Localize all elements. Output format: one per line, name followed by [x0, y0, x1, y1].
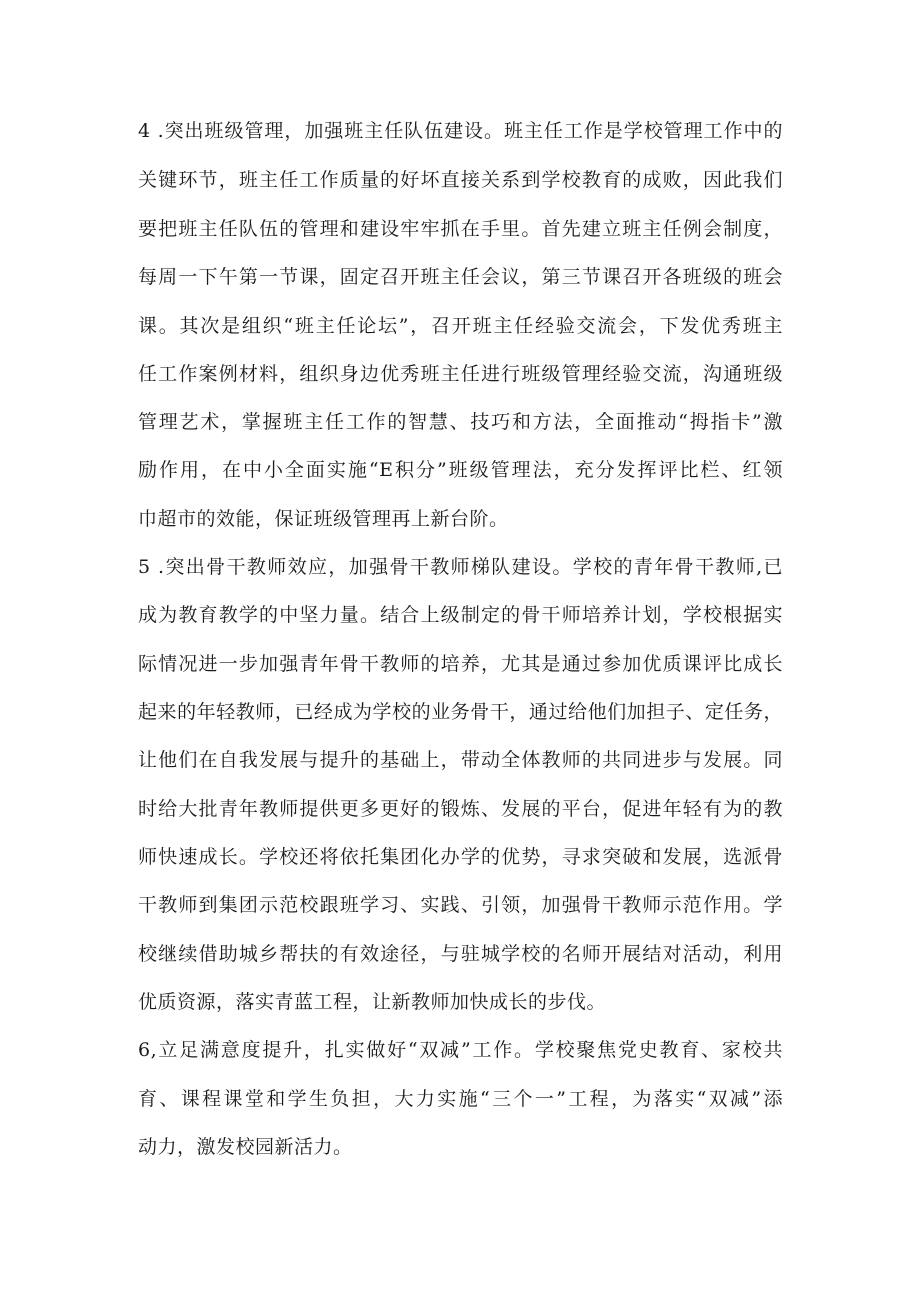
text-line: 课。其次是组织“班主任论坛”，召开班主任经验交流会，下发优秀班主: [138, 315, 783, 337]
text-line: 5 .突出骨干教师效应，加强骨干教师梯队建设。学校的青年骨干教师,已: [138, 556, 783, 578]
text-line: 要把班主任队伍的管理和建设牢牢抓在手里。首先建立班主任例会制度，: [138, 218, 783, 240]
text-line: 巾超市的效能，保证班级管理再上新台阶。: [138, 508, 509, 530]
text-line: 让他们在自我发展与提升的基础上，带动全体教师的共同进步与发展。同: [138, 749, 783, 771]
text-line: 起来的年轻教师，已经成为学校的业务骨干，通过给他们加担子、定任务，: [138, 701, 783, 723]
text-line: 干教师到集团示范校跟班学习、实践、引领，加强骨干教师示范作用。学: [138, 894, 783, 916]
text-line: 时给大批青年教师提供更多更好的锻炼、发展的平台，促进年轻有为的教: [138, 798, 783, 820]
text-line: 优质资源，落实青蓝工程，让新教师加快成长的步伐。: [138, 991, 607, 1013]
text-line: 4 .突出班级管理，加强班主任队伍建设。班主任工作是学校管理工作中的: [138, 120, 783, 142]
text-line: 励作用，在中小全面实施“E积分”班级管理法，充分发挥评比栏、红领: [138, 459, 783, 481]
text-line: 动力，激发校园新活力。: [138, 1136, 353, 1158]
text-line: 管理艺术，掌握班主任工作的智慧、技巧和方法，全面推动“拇指卡”激: [138, 411, 783, 433]
text-line: 每周一下午第一节课，固定召开班主任会议，第三节课召开各班级的班会: [138, 266, 783, 288]
text-line: 任工作案例材料，组织身边优秀班主任进行班级管理经验交流，沟通班级: [138, 363, 783, 385]
text-line: 关键环节，班主任工作质量的好坏直接关系到学校教育的成败，因此我们: [138, 169, 783, 191]
text-line: 6,立足满意度提升，扎实做好“双减”工作。学校聚焦党史教育、家校共: [138, 1039, 783, 1061]
text-line: 际情况进一步加强青年骨干教师的培养，尤其是通过参加优质课评比成长: [138, 653, 783, 675]
text-line: 师快速成长。学校还将依托集团化办学的优势，寻求突破和发展，选派骨: [138, 846, 783, 868]
text-line: 校继续借助城乡帮扶的有效途径，与驻城学校的名师开展结对活动，利用: [138, 943, 783, 965]
text-line: 育、课程课堂和学生负担，大力实施“三个一”工程，为落实“双减”添: [138, 1088, 783, 1110]
text-line: 成为教育教学的中坚力量。结合上级制定的骨干师培养计划，学校根据实: [138, 604, 783, 626]
